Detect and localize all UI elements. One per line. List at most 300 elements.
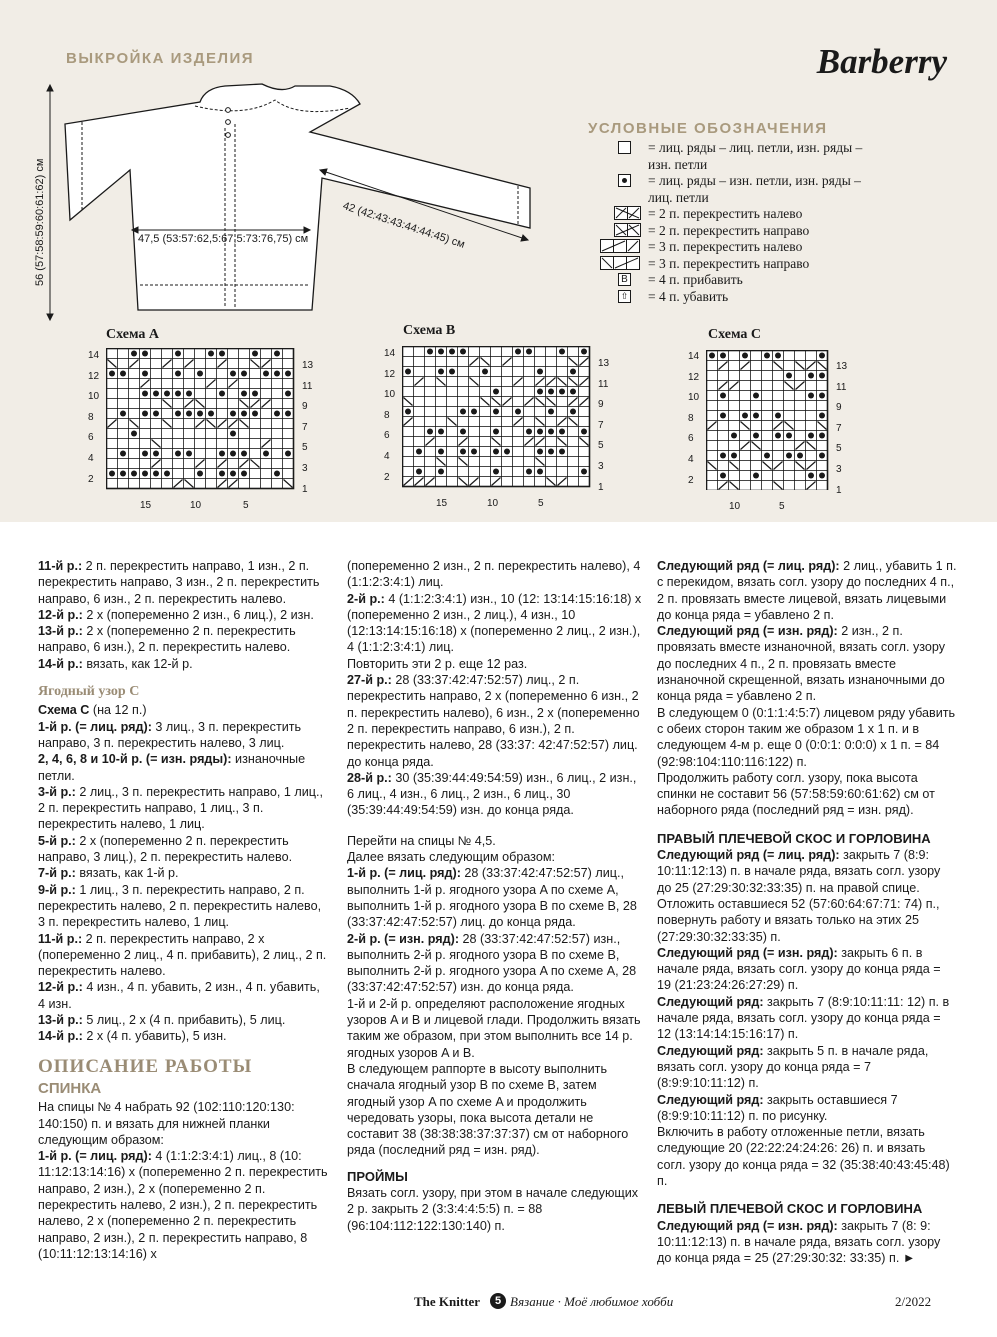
chart-cell — [817, 381, 828, 391]
row-number: 14 — [384, 348, 396, 359]
chart-cell — [762, 361, 773, 371]
purl-dot — [120, 411, 126, 417]
chart-cell — [239, 479, 250, 489]
row-number: 1 — [302, 483, 308, 495]
chart-cell — [118, 379, 129, 389]
row-number: 7 — [598, 419, 604, 431]
pattern-diagram-area — [0, 0, 997, 522]
brand-title: Barberry — [816, 42, 947, 81]
row-heading: 1-й р. (= лиц. ряд): — [347, 866, 461, 881]
chart-cell — [784, 361, 795, 371]
chart-cell — [513, 367, 524, 377]
purl-dot — [460, 429, 466, 435]
row-heading: 1-й р. (= лиц. ряд): — [38, 1149, 152, 1164]
chart-cell — [740, 471, 751, 481]
chart-cell — [107, 429, 118, 439]
chart-cell — [513, 477, 524, 487]
chart-cell — [151, 399, 162, 409]
row-text: 5 лиц., 2 х (4 п. прибавить), 5 лиц. — [82, 1013, 286, 1028]
purl-dot — [720, 393, 726, 399]
chart-cell — [217, 439, 228, 449]
row-number: 12 — [384, 368, 396, 380]
chart-cell — [447, 377, 458, 387]
chart-cell — [535, 357, 546, 367]
row-number: 13 — [598, 358, 610, 369]
row-heading: 2-й р.: — [347, 591, 385, 606]
chart-cell — [151, 369, 162, 379]
chart-cell — [250, 429, 261, 439]
chart-cell — [751, 481, 762, 491]
chart-cell — [436, 477, 447, 487]
purl-dot — [493, 429, 499, 435]
purl-dot — [186, 391, 192, 397]
chart-cell — [707, 371, 718, 381]
chart-cell — [524, 457, 535, 467]
chart-cell — [557, 367, 568, 377]
chart-cell — [817, 401, 828, 411]
chart-cell — [403, 427, 414, 437]
chart-cell — [403, 347, 414, 357]
chart-cell — [239, 429, 250, 439]
purl-dot — [808, 393, 814, 399]
chart-cell — [729, 411, 740, 421]
chart-cell — [773, 451, 784, 461]
row-number: 3 — [836, 464, 842, 475]
chart-cell — [458, 367, 469, 377]
chart-cell — [480, 447, 491, 457]
chart-cell — [579, 477, 590, 487]
row-heading: 9-й р.: — [38, 882, 76, 897]
chart-cell — [403, 457, 414, 467]
purl-dot — [819, 373, 825, 379]
chart-cell — [283, 379, 294, 389]
dot-square-icon — [618, 174, 631, 187]
purl-dot — [504, 449, 510, 455]
chart-cell — [239, 439, 250, 449]
row-text: закрыть 5 п. в начале ряда, вязать согл. узору до конца ряда = 7 (8:9:9:10:11:12) п. — [657, 1043, 929, 1091]
purl-dot — [274, 411, 280, 417]
chart-cell — [447, 397, 458, 407]
purl-dot — [142, 371, 148, 377]
purl-dot — [230, 471, 236, 477]
chart-cell — [414, 457, 425, 467]
chart-cell — [118, 399, 129, 409]
chart-cell — [261, 459, 272, 469]
purl-dot — [120, 451, 126, 457]
chart-cell — [751, 461, 762, 471]
purl-dot — [515, 349, 521, 355]
chart-cell — [425, 377, 436, 387]
chart-cell — [118, 459, 129, 469]
decrease-arrow-icon: ⇧ — [618, 290, 631, 303]
purl-dot — [570, 389, 576, 395]
chart-cell — [272, 399, 283, 409]
purl-dot — [427, 429, 433, 435]
chart-cell — [557, 407, 568, 417]
chart-cell — [414, 387, 425, 397]
sleeve-measurement: 42 (42:43:43:44:44:45) см — [341, 200, 467, 251]
chart-cell — [261, 379, 272, 389]
purl-dot — [460, 449, 466, 455]
chart-cell — [502, 367, 513, 377]
row-number: 2 — [688, 474, 694, 486]
chart-cell — [762, 431, 773, 441]
height-measurement: 56 (57:58:59:60:61:62) см — [34, 158, 46, 286]
chart-cell — [261, 479, 272, 489]
chart-cell — [425, 407, 436, 417]
chart-cell — [206, 459, 217, 469]
row-number: 4 — [688, 454, 694, 465]
purl-dot — [197, 411, 203, 417]
chart-cell — [524, 377, 535, 387]
empty-square-icon — [618, 141, 631, 154]
chart-cell — [546, 457, 557, 467]
column-number: 5 — [243, 500, 249, 511]
row-number: 10 — [688, 392, 700, 404]
row-number: 3 — [302, 463, 308, 474]
purl-dot — [252, 391, 258, 397]
purl-dot — [819, 453, 825, 459]
purl-dot — [175, 371, 181, 377]
chart-cell — [546, 367, 557, 377]
purl-dot — [482, 369, 488, 375]
chart-cell — [173, 469, 184, 479]
purl-dot — [153, 451, 159, 457]
chart-cell — [261, 349, 272, 359]
chart-cell — [502, 347, 513, 357]
chart-cell — [579, 457, 590, 467]
chart-cell — [784, 481, 795, 491]
chart-cell — [447, 447, 458, 457]
legend-item — [614, 223, 874, 240]
chart-cell — [502, 427, 513, 437]
purl-dot — [241, 471, 247, 477]
purl-dot — [808, 373, 814, 379]
chart-cell — [173, 399, 184, 409]
chart-cell — [206, 469, 217, 479]
chart-cell — [784, 391, 795, 401]
chart-cell — [129, 399, 140, 409]
text-column-2 — [347, 558, 642, 1234]
chart-cell — [773, 371, 784, 381]
chart-cell — [107, 409, 118, 419]
row-number: 14 — [688, 351, 700, 362]
chart-cell — [740, 451, 751, 461]
row-number: 6 — [384, 430, 390, 442]
paragraph: В следующем раппорте в высоту выполнить сначала ягодный узор B по схеме B, затем ягодный узор A по схеме A и продолжить чередовать узоры, пока высота детали не составит 38 (38:38:38:37:37:37) см от наборного ряда (последний ряд = изн. ряд). — [347, 1061, 629, 1158]
row-number: 3 — [598, 461, 604, 472]
paragraph: В следующем 0 (0:1:1:4:5:7) лицевом ряду убавить с обеих сторон таким же образом 1 х 1 п. и в следующем 4-м р. еще 0 (0:0:1: 0:0:0) х 1 п. = 84 (92:98:104:110:116:122) п. — [657, 705, 956, 769]
chart-cell — [579, 447, 590, 457]
purl-dot — [797, 453, 803, 459]
chart-cell — [436, 407, 447, 417]
chart-cell — [283, 439, 294, 449]
chart-cell — [718, 401, 729, 411]
purl-dot — [175, 411, 181, 417]
legend-item — [614, 206, 874, 223]
chart-cell — [162, 459, 173, 469]
chart-cell — [740, 461, 751, 471]
chart-cell — [480, 427, 491, 437]
chart-cell — [162, 349, 173, 359]
purl-dot — [819, 353, 825, 359]
legend-text: = лиц. ряды – лиц. петли, изн. ряды – изн. петли — [648, 140, 863, 172]
chart-cell — [707, 471, 718, 481]
purl-dot — [786, 433, 792, 439]
chart-cell — [535, 407, 546, 417]
chart-cell — [162, 449, 173, 459]
chart-cell — [118, 429, 129, 439]
row-heading: 11-й р.: — [38, 931, 83, 946]
chart-cell — [718, 421, 729, 431]
row-text: закрыть 6 п. в начале ряда, вязать согл. узору до конца ряда = 19 (21:23:24:26:27:29) п. — [657, 945, 941, 993]
purl-dot — [548, 409, 554, 415]
chart-cell — [436, 397, 447, 407]
chart-cell — [740, 401, 751, 411]
purl-dot — [263, 451, 269, 457]
chart-cell — [250, 379, 261, 389]
width-measurement: 47,5 (53:57:62,5:67,5:73:76,75) см — [138, 233, 309, 245]
row-number: 1 — [598, 481, 604, 493]
chart-cell — [217, 409, 228, 419]
row-number: 8 — [688, 412, 694, 424]
subsection-title: ПРАВЫЙ ПЛЕЧЕВОЙ СКОС И ГОРЛОВИНА — [657, 830, 931, 846]
purl-dot — [753, 473, 759, 479]
chart-cell — [524, 417, 535, 427]
purl-dot — [753, 433, 759, 439]
chart-cell — [795, 411, 806, 421]
chart-cell — [740, 371, 751, 381]
purl-dot — [230, 451, 236, 457]
chart-cell — [151, 419, 162, 429]
chart-cell — [173, 359, 184, 369]
purl-dot — [753, 413, 759, 419]
row-text: 2 п. перекрестить направо, 2 х (попеременно 2 лиц., 4 п. прибавить), 2 лиц., 2 п. перекрестить налево. — [38, 931, 327, 979]
row-text: 2 изн., 2 п. провязать вместе изнаночной, вязать согл. узору до последних 4 п., 2 п. провязать вместе изнаночной скрещенной, вязать изнаночными до конца ряда = убавлено 2 п. — [657, 624, 946, 704]
chart-cell — [707, 411, 718, 421]
chart-cell — [557, 457, 568, 467]
chart-cell — [806, 401, 817, 411]
chart-cell — [729, 471, 740, 481]
chart-cell — [151, 479, 162, 489]
purl-dot — [548, 429, 554, 435]
legend-text: = 3 п. перекрестить направо — [648, 255, 810, 271]
chart-cell — [806, 451, 817, 461]
purl-dot — [274, 371, 280, 377]
schema-a-grid — [106, 348, 296, 492]
row-heading: Следующий ряд (= изн. ряд): — [657, 624, 838, 639]
chart-cell — [557, 397, 568, 407]
row-text: 2 лиц., 3 п. перекрестить направо, 1 лиц., 2 п. перекрестить направо, 1 лиц., 3 п. перекрестить налево, 1 лиц. — [38, 784, 323, 832]
purl-dot — [175, 351, 181, 357]
chart-cell — [283, 349, 294, 359]
chart-cell — [206, 389, 217, 399]
row-heading: Следующий ряд: — [657, 1092, 764, 1107]
row-text: 4 (1:1:2:3:4:1) лиц., 8 (10: 11:12:13:14:16) х (попеременно 2 п. перекрестить направо, 2 изн.), 2 х (попеременно 2 п. перекрестить налево, 2 изн.), 2 п. перекрестить налево, 2 х (попеременно 2 п. перекрестить направо, 2 изн.), 2 п. перекрестить направо, 8 (10:11:12:13:14:16) х — [38, 1149, 328, 1261]
chart-cell — [425, 367, 436, 377]
chart-cell — [250, 439, 261, 449]
chart-cell — [118, 439, 129, 449]
purl-dot — [230, 431, 236, 437]
chart-cell — [513, 437, 524, 447]
purl-dot — [109, 371, 115, 377]
chart-cell — [447, 437, 458, 447]
chart-cell — [425, 447, 436, 457]
chart-cell — [524, 387, 535, 397]
chart-cell — [784, 411, 795, 421]
chart-cell — [469, 457, 480, 467]
chart-cell — [806, 381, 817, 391]
purl-dot — [175, 451, 181, 457]
row-heading: 7-й р.: — [38, 866, 76, 881]
purl-dot — [438, 349, 444, 355]
row-heading: Следующий ряд (= лиц. ряд): — [657, 559, 840, 573]
chart-cell — [546, 417, 557, 427]
chart-cell — [729, 421, 740, 431]
purl-dot — [252, 411, 258, 417]
purl-dot — [720, 353, 726, 359]
chart-cell — [283, 399, 294, 409]
page-footer — [0, 1292, 997, 1312]
purl-dot — [208, 411, 214, 417]
subsection-title: ПРОЙМЫ — [347, 1168, 408, 1184]
purl-dot — [764, 353, 770, 359]
row-text: (на 12 п.) — [89, 703, 147, 718]
chart-cell — [447, 477, 458, 487]
chart-cell — [195, 479, 206, 489]
row-heading: 14-й р.: — [38, 656, 83, 671]
chart-cell — [425, 387, 436, 397]
chart-cell — [458, 417, 469, 427]
purl-dot — [175, 391, 181, 397]
row-text: 2 х (попеременно 2 п. перекрестить направо, 6 изн.), 2 п. перекрестить налево. — [38, 624, 296, 655]
chart-cell — [118, 389, 129, 399]
chart-cell — [403, 387, 414, 397]
chart-cell — [140, 459, 151, 469]
purl-dot — [709, 353, 715, 359]
purl-dot — [819, 433, 825, 439]
purl-dot — [775, 413, 781, 419]
legend-item — [614, 256, 874, 273]
chart-cell — [707, 431, 718, 441]
chart-cell — [414, 357, 425, 367]
chart-cell — [729, 441, 740, 451]
column-number: 10 — [487, 498, 499, 509]
garment-schematic — [30, 80, 570, 330]
row-heading: 13-й р.: — [38, 1013, 83, 1028]
row-heading: 2-й р. (= изн. ряд): — [347, 931, 460, 946]
purl-dot — [142, 451, 148, 457]
chart-cell — [458, 377, 469, 387]
purl-dot — [427, 349, 433, 355]
chart-cell — [436, 357, 447, 367]
chart-cell — [817, 461, 828, 471]
row-text: закрыть 7 (8: 9: 10:11:12:13) п. в начале ряда, вязать согл. узору до конца ряда = 25 (27:29:30:32: 33:35) п. ► — [657, 1218, 941, 1266]
row-heading: 12-й р.: — [38, 607, 83, 622]
legend-text: = 2 п. перекрестить направо — [648, 222, 810, 238]
chart-cell — [795, 481, 806, 491]
legend-item — [614, 140, 874, 173]
chart-cell — [480, 467, 491, 477]
purl-dot — [186, 451, 192, 457]
chart-cell — [206, 369, 217, 379]
chart-cell — [469, 387, 480, 397]
chart-cell — [107, 479, 118, 489]
chart-cell — [425, 397, 436, 407]
chart-cell — [217, 429, 228, 439]
paragraph: Повторить эти 2 р. еще 12 раз. — [347, 656, 528, 671]
purl-dot — [548, 449, 554, 455]
chart-cell — [118, 349, 129, 359]
chart-cell — [579, 387, 590, 397]
purl-dot — [142, 411, 148, 417]
chart-cell — [751, 421, 762, 431]
row-number: 8 — [88, 411, 94, 423]
chart-cell — [206, 439, 217, 449]
chart-cell — [129, 379, 140, 389]
purl-dot — [274, 351, 280, 357]
chart-cell — [151, 429, 162, 439]
chart-cell — [107, 439, 118, 449]
chart-cell — [491, 367, 502, 377]
chart-cell — [762, 371, 773, 381]
chart-cell — [795, 371, 806, 381]
purl-dot — [819, 393, 825, 399]
chart-cell — [140, 419, 151, 429]
chart-cell — [239, 349, 250, 359]
cross-right-2-icon — [614, 223, 644, 238]
purl-dot — [819, 413, 825, 419]
purl-dot — [720, 473, 726, 479]
purl-dot — [537, 449, 543, 455]
chart-cell — [568, 477, 579, 487]
chart-cell — [118, 479, 129, 489]
chart-cell — [436, 437, 447, 447]
chart-cell — [458, 467, 469, 477]
purl-dot — [153, 411, 159, 417]
row-text: 28 (33:37:42:47:52:57) лиц., выполнить 1-й р. ягодного узора A по схеме A, выполнить 1-й р. ягодного узора B по схеме B, 28 (33:37:42:47:52:57) лиц. до конца ряда. — [347, 866, 637, 930]
chart-cell — [513, 457, 524, 467]
cross-left-2-icon — [614, 206, 644, 221]
chart-cell — [173, 419, 184, 429]
legend-item — [614, 272, 874, 289]
row-number: 12 — [688, 371, 700, 383]
chart-cell — [184, 379, 195, 389]
chart-cell — [107, 349, 118, 359]
chart-cell — [524, 367, 535, 377]
paragraph: Продолжить работу согл. узору, пока высота спинки не составит 56 (57:58:59:60:61:62) см от наборного ряда (последний ряд = изн. ряд). — [657, 770, 935, 818]
purl-dot — [120, 471, 126, 477]
row-number: 9 — [598, 399, 604, 411]
row-number: 11 — [302, 380, 313, 392]
chart-cell — [140, 479, 151, 489]
schema-c-title: Схема C — [708, 327, 762, 342]
schema-a-title: Схема A — [106, 327, 160, 342]
chart-cell — [228, 349, 239, 359]
purl-dot — [219, 451, 225, 457]
chart-cell — [173, 439, 184, 449]
row-number: 5 — [598, 440, 604, 452]
purl-dot — [570, 369, 576, 375]
chart-cell — [184, 439, 195, 449]
row-text: 4 изн., 4 п. убавить, 2 изн., 4 п. убавить, 4 изн. — [38, 980, 320, 1011]
purl-dot — [142, 351, 148, 357]
chart-cell — [261, 389, 272, 399]
chart-cell — [458, 357, 469, 367]
purl-dot — [581, 429, 587, 435]
chart-cell — [751, 381, 762, 391]
chart-cell — [502, 377, 513, 387]
